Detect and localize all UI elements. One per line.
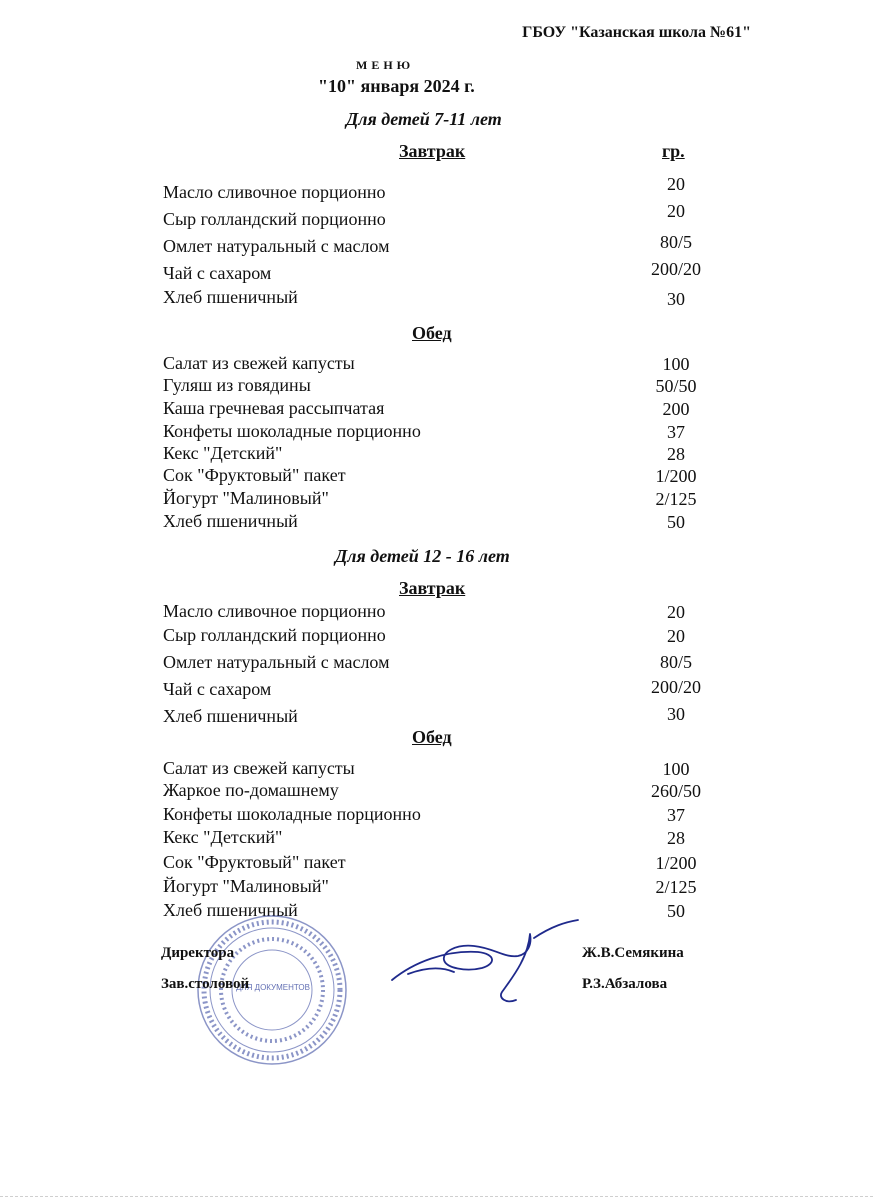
menu-item-qty: 50/50 bbox=[655, 376, 697, 396]
menu-item-qty: 20 bbox=[667, 602, 685, 622]
menu-item-name: Чай с сахаром bbox=[163, 263, 272, 283]
menu-item-name: Салат из свежей капусты bbox=[163, 758, 355, 778]
meal-title-breakfast: Завтрак bbox=[399, 141, 466, 161]
organization-name: ГБОУ "Казанская школа №61" bbox=[522, 24, 751, 41]
menu-item-name: Сыр голландский порционно bbox=[163, 209, 386, 229]
menu-item-qty: 37 bbox=[667, 422, 685, 442]
menu-item-qty: 100 bbox=[662, 759, 690, 779]
signature-role-director: Директора bbox=[161, 945, 235, 961]
menu-item-qty: 20 bbox=[667, 626, 685, 646]
menu-item-qty: 100 bbox=[662, 354, 690, 374]
menu-item-qty: 1/200 bbox=[655, 853, 697, 873]
menu-item-name: Кекс "Детский" bbox=[163, 827, 283, 847]
age-group-title: Для детей 12 - 16 лет bbox=[335, 546, 510, 566]
menu-item-name: Хлеб пшеничный bbox=[163, 706, 298, 726]
stamp-text: ДЛЯ ДОКУМЕНТОВ bbox=[235, 983, 310, 992]
menu-item-qty: 200/20 bbox=[650, 677, 701, 697]
meal-title-breakfast: Завтрак bbox=[399, 578, 466, 598]
menu-item-qty: 80/5 bbox=[659, 652, 692, 672]
menu-item-name: Гуляш из говядины bbox=[163, 375, 311, 395]
menu-item-name: Омлет натуральный с маслом bbox=[163, 652, 390, 672]
meal-title-lunch: Обед bbox=[412, 323, 452, 343]
signature-role-canteen-head: Зав.столовой bbox=[161, 976, 250, 992]
menu-item-name: Омлет натуральный с маслом bbox=[163, 236, 390, 256]
page-edge-line bbox=[0, 1196, 873, 1198]
menu-item-qty: 260/50 bbox=[650, 781, 701, 801]
age-group-title: Для детей 7-11 лет bbox=[346, 109, 502, 129]
menu-item-qty: 28 bbox=[667, 444, 685, 464]
menu-item-name: Хлеб пшеничный bbox=[163, 900, 298, 920]
menu-date: "10" января 2024 г. bbox=[318, 76, 475, 96]
menu-item-qty: 2/125 bbox=[655, 877, 697, 897]
menu-item-name: Чай с сахаром bbox=[163, 679, 272, 699]
menu-item-qty: 2/125 bbox=[655, 489, 697, 509]
menu-item-qty: 1/200 bbox=[655, 466, 697, 486]
menu-item-name: Сыр голландский порционно bbox=[163, 625, 386, 645]
menu-item-qty: 37 bbox=[667, 805, 685, 825]
menu-item-name: Сок "Фруктовый" пакет bbox=[163, 852, 346, 872]
menu-item-qty: 200/20 bbox=[650, 259, 701, 279]
meal-title-lunch: Обед bbox=[412, 727, 452, 747]
menu-title: МЕНЮ bbox=[356, 58, 415, 72]
menu-item-qty: 50 bbox=[667, 901, 685, 921]
menu-item-qty: 20 bbox=[667, 174, 685, 194]
unit-label: гр. bbox=[662, 141, 685, 161]
menu-item-qty: 50 bbox=[667, 512, 685, 532]
menu-item-name: Масло сливочное порционно bbox=[163, 182, 386, 202]
menu-item-name: Каша гречневая рассыпчатая bbox=[163, 398, 385, 418]
signature-scribble bbox=[384, 914, 580, 1010]
signature-person-director: Ж.В.Семякина bbox=[582, 945, 684, 961]
menu-item-name: Сок "Фруктовый" пакет bbox=[163, 465, 346, 485]
menu-item-name: Хлеб пшеничный bbox=[163, 287, 298, 307]
menu-item-name: Конфеты шоколадные порционно bbox=[163, 804, 421, 824]
menu-item-name: Хлеб пшеничный bbox=[163, 511, 298, 531]
menu-item-name: Салат из свежей капусты bbox=[163, 353, 355, 373]
menu-item-name: Йогурт "Малиновый" bbox=[163, 876, 329, 896]
menu-item-name: Масло сливочное порционно bbox=[163, 601, 386, 621]
menu-item-qty: 30 bbox=[667, 289, 685, 309]
menu-item-qty: 20 bbox=[667, 201, 685, 221]
menu-item-name: Кекс "Детский" bbox=[163, 443, 283, 463]
menu-item-qty: 80/5 bbox=[659, 232, 692, 252]
menu-item-name: Йогурт "Малиновый" bbox=[163, 488, 329, 508]
signature-person-canteen-head: Р.З.Абзалова bbox=[582, 976, 668, 992]
menu-item-qty: 28 bbox=[667, 828, 685, 848]
menu-item-qty: 200 bbox=[662, 399, 690, 419]
menu-item-name: Жаркое по-домашнему bbox=[163, 780, 339, 800]
menu-item-name: Конфеты шоколадные порционно bbox=[163, 421, 421, 441]
menu-item-qty: 30 bbox=[667, 704, 685, 724]
